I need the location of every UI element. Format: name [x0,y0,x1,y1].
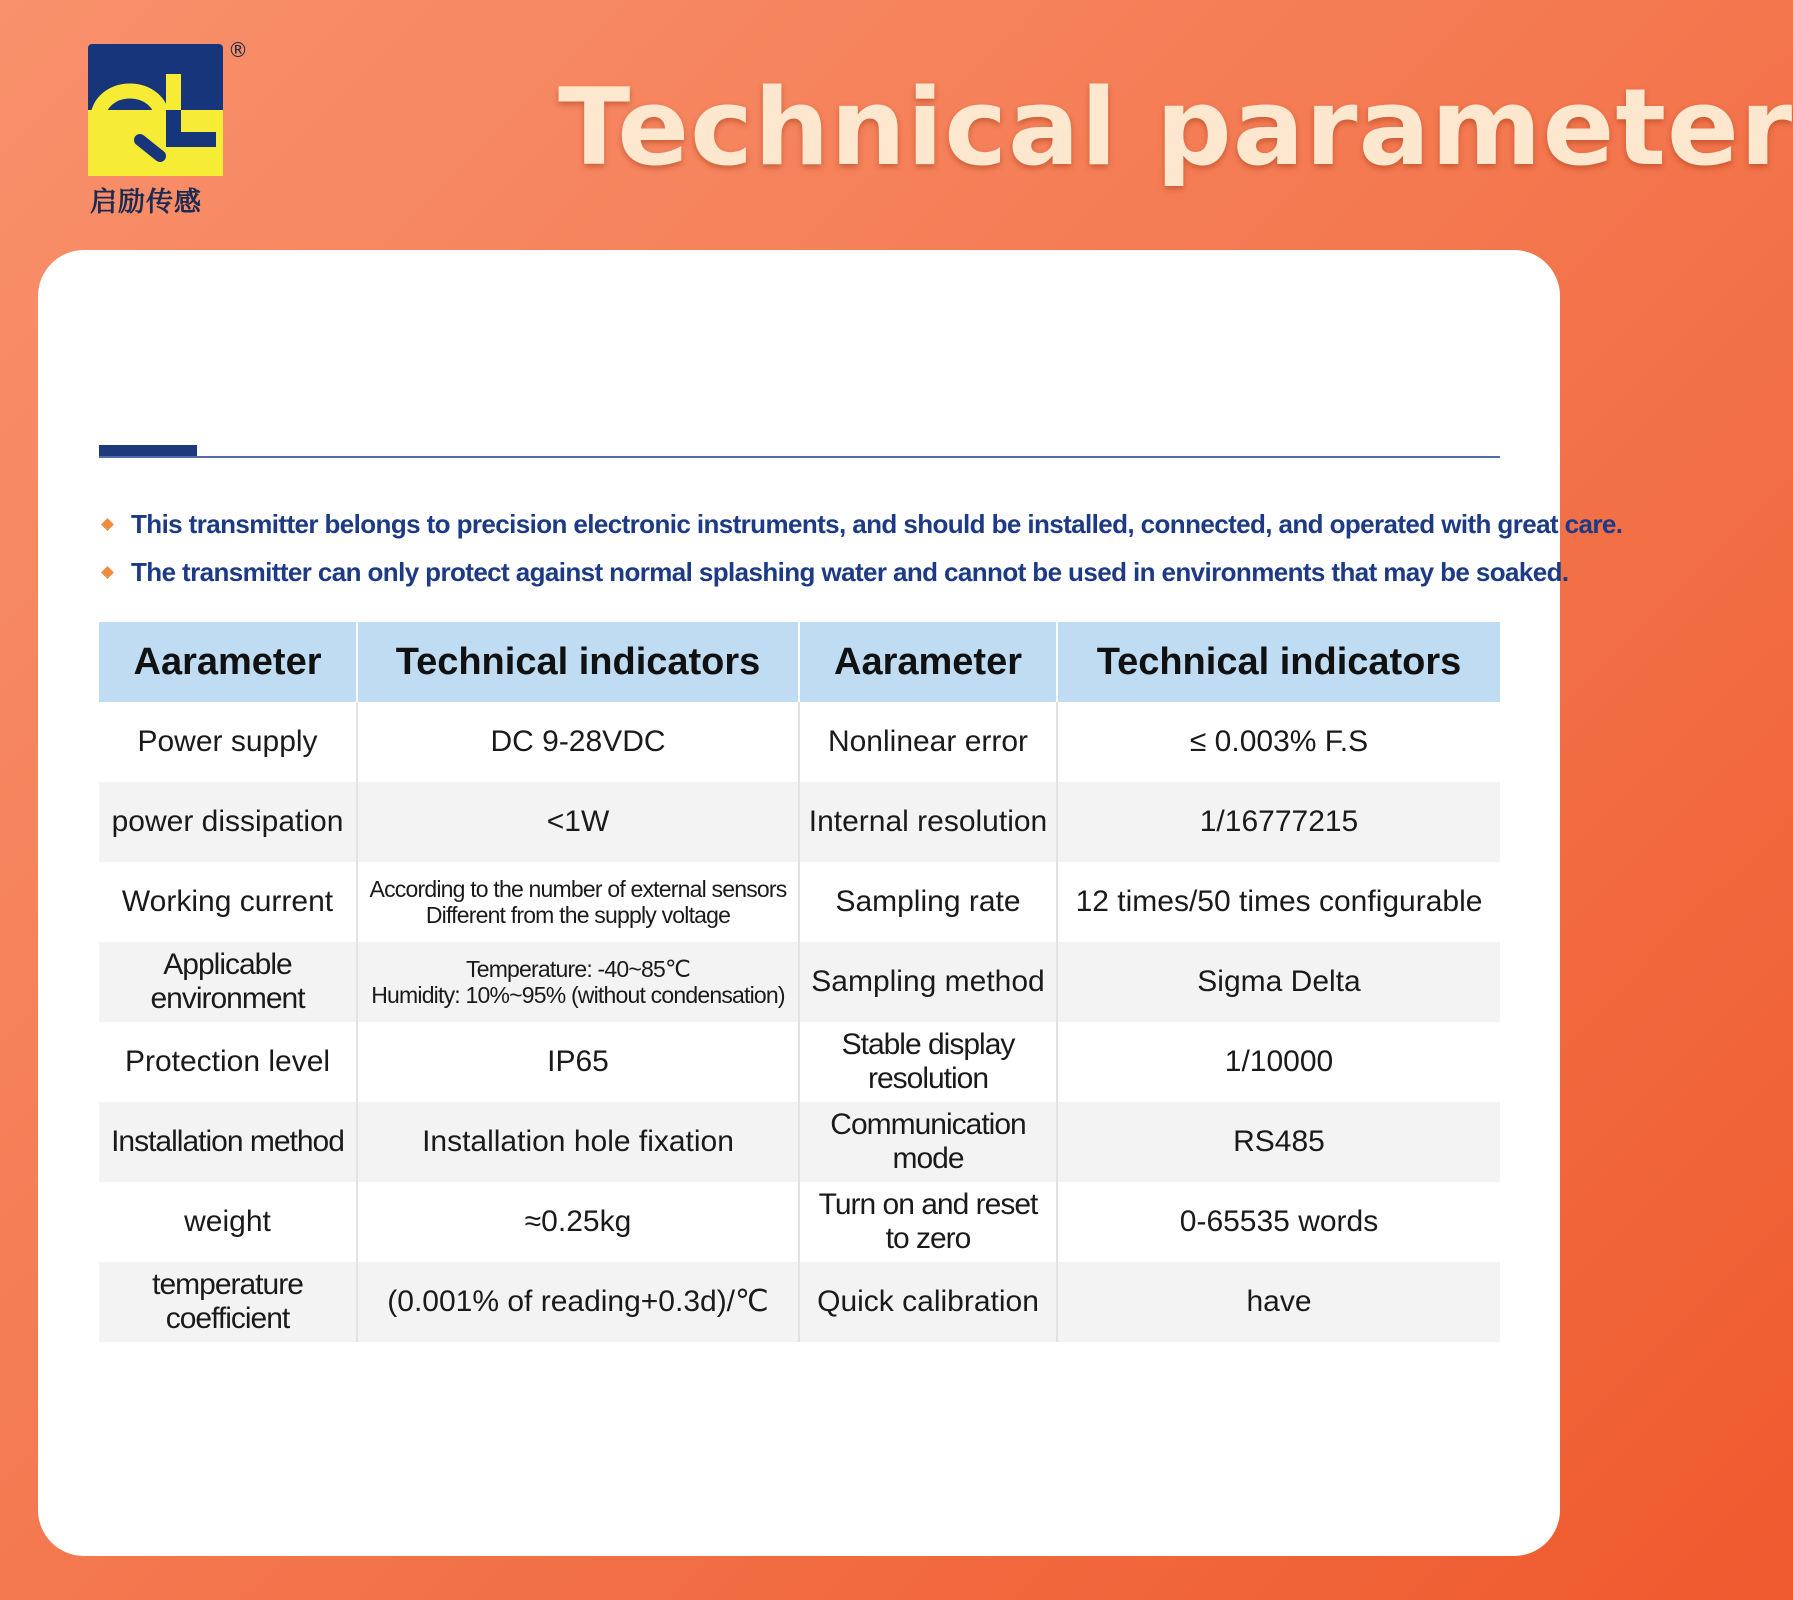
param-cell: Installation method [99,1102,357,1182]
param-cell: Internal resolution [799,782,1057,862]
param-cell: weight [99,1182,357,1262]
note-text: The transmitter can only protect against normal splashing water and cannot be used in environments that may be soaked. [131,556,1569,587]
value-line: Temperature: -40~85℃ [466,955,690,982]
param-cell: Stable display resolution [799,1022,1057,1102]
param-cell: power dissipation [99,782,357,862]
value-cell: 1/16777215 [1057,782,1500,862]
table-row [99,942,1500,1022]
param-cell: Power supply [99,702,357,782]
param-cell: Nonlinear error [799,702,1057,782]
header-indicators: Technical indicators [357,622,799,702]
notes-list [99,500,1623,596]
param-cell: Working current [99,862,357,942]
value-cell [357,942,799,1022]
diamond-bullet-icon [101,518,114,531]
value-line: According to the number of external sensors [369,875,787,902]
param-cell: Turn on and reset to zero [799,1182,1057,1262]
registered-mark: ® [228,38,248,62]
param-cell: Protection level [99,1022,357,1102]
value-line: Different from the supply voltage [425,902,731,928]
table-row [99,862,1500,942]
header-indicators: Technical indicators [1057,622,1500,702]
value-cell [357,862,799,942]
table-row [99,1182,1500,1262]
param-cell: Quick calibration [799,1262,1057,1342]
value-cell: (0.001% of reading+0.3d)/℃ [357,1262,799,1342]
value-cell: 0-65535 words [1179,1204,1379,1238]
page-title: Technical parameter [558,66,1793,189]
note-item [99,500,1623,548]
param-cell: Communication mode [799,1102,1057,1182]
table-row [99,1262,1500,1342]
value-cell: RS485 [1057,1102,1500,1182]
param-cell: Applicable environment [99,942,357,1022]
value-cell: IP65 [357,1022,799,1102]
diamond-bullet-icon [101,566,114,579]
table-row [99,702,1500,782]
brand-logo [88,38,248,219]
table-row [99,1022,1500,1102]
value-cell: Installation hole fixation [357,1102,799,1182]
value-cell: 12 times/50 times configurable [1075,884,1483,918]
logo-mark [88,44,223,176]
table-row [99,782,1500,862]
section-rule [99,456,1500,458]
param-cell: Sampling method [799,942,1057,1022]
table-header-row [99,622,1500,702]
value-cell: <1W [357,782,799,862]
param-cell: temperature coefficient [99,1262,357,1342]
logo-badge [88,44,223,176]
value-cell: 1/10000 [1224,1044,1334,1078]
header-parameter: Aarameter [799,622,1057,702]
value-cell: have [1057,1262,1500,1342]
note-item [99,548,1569,596]
value-line: Humidity: 10%~95% (without condensation) [371,982,785,1008]
value-cell: DC 9-28VDC [357,702,799,782]
note-text: This transmitter belongs to precision electronic instruments, and should be installed, connected, and operated with great care. [131,508,1623,539]
value-cell: ≤ 0.003% F.S [1189,724,1369,758]
value-cell: ≈0.25kg [357,1182,799,1262]
param-cell: Sampling rate [799,862,1057,942]
header-parameter: Aarameter [99,622,357,702]
value-cell: Sigma Delta [1057,942,1500,1022]
table-row [99,1102,1500,1182]
spec-table [99,622,1500,1342]
brand-chinese-name: 启励传感 [90,187,202,218]
